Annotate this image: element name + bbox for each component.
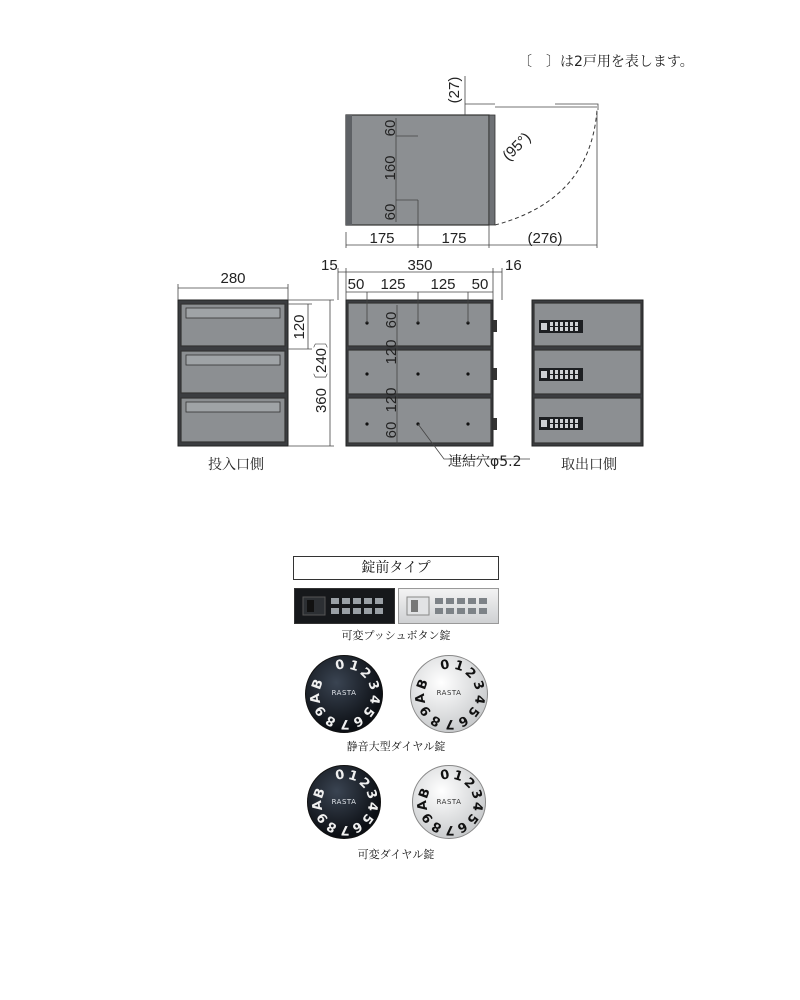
dial-character: B (310, 786, 329, 801)
back-caption: 取出口側 (561, 457, 617, 473)
back-lock-key (570, 419, 573, 423)
push-key (375, 598, 383, 604)
dial-character: B (413, 677, 432, 692)
dial-character: 6 (455, 711, 471, 730)
hole (365, 422, 368, 425)
push-key (342, 608, 350, 614)
push-button-lock-silver-graphic (399, 589, 498, 623)
dial-character: 7 (444, 715, 455, 732)
front-unit-1 (348, 303, 491, 346)
front-hinge-3 (493, 418, 497, 430)
dial-character: 1 (451, 768, 465, 786)
hole (416, 372, 419, 375)
dial-character: A (310, 799, 327, 812)
push-lock-handle (411, 600, 418, 612)
back-lock-latch (541, 323, 547, 330)
dial-character: 3 (362, 787, 380, 801)
back-lock-key (560, 424, 563, 428)
back-lock-key (575, 419, 578, 423)
push-button-lock-black (294, 588, 395, 624)
dial-character: 6 (349, 817, 365, 836)
front-unit-2 (348, 350, 491, 394)
back-lock-key (550, 322, 553, 326)
dial-character: 7 (339, 821, 350, 838)
back-lock-latch (541, 420, 547, 427)
dial-character: 0 (334, 657, 346, 675)
push-key (479, 608, 487, 614)
top-dim-276: (276) (527, 230, 563, 247)
front-dim-15: 15 (321, 257, 338, 274)
dial-character: 2 (461, 665, 479, 683)
front-dim-60b: 60 (383, 421, 400, 439)
back-lock-key (560, 322, 563, 326)
side-slot-3 (186, 402, 280, 412)
back-lock-latch (541, 371, 547, 378)
dial-brand: RASTA (436, 689, 462, 698)
dial-character: 3 (469, 678, 487, 693)
side-slot-1 (186, 308, 280, 318)
dial-character: B (308, 677, 327, 692)
dial-character: 6 (350, 711, 366, 730)
push-key (353, 598, 361, 604)
dial-character: 7 (339, 715, 350, 732)
dial-silver (412, 765, 486, 839)
back-lock-key (565, 322, 568, 326)
dial-character: 5 (463, 810, 481, 827)
note-text: 〔 〕は2戸用を表します。 (518, 54, 694, 70)
back-lock-key (550, 419, 553, 423)
dial-character: 8 (324, 817, 340, 836)
top-view-hinge (489, 115, 495, 225)
hole-label: 連結穴φ5.2 (448, 454, 522, 470)
back-lock-key (565, 370, 568, 374)
side-dim-280: 280 (220, 270, 246, 287)
top-dim-60a: 60 (382, 119, 399, 137)
back-lock-key (575, 322, 578, 326)
dial-character: A (413, 692, 430, 705)
front-hinge-1 (493, 320, 497, 332)
dial-character: 9 (419, 809, 437, 826)
dial-character: 4 (363, 801, 380, 813)
push-button-caption: 可変プッシュボタン錠 (341, 629, 451, 642)
back-lock-key (565, 327, 568, 331)
front-dim-60a: 60 (383, 311, 400, 329)
back-lock-key (575, 370, 578, 374)
back-view (532, 300, 643, 473)
dial-character: A (415, 799, 432, 812)
dial-black (307, 765, 381, 839)
side-view (178, 270, 334, 473)
back-lock-key (555, 370, 558, 374)
dial-brand: RASTA (436, 797, 462, 806)
dial-character: 9 (312, 702, 330, 719)
dial-brand: RASTA (331, 797, 357, 806)
push-key (435, 608, 443, 614)
front-dim-50a: 50 (347, 276, 365, 293)
dial-character: 3 (364, 678, 382, 693)
dial-character: 5 (464, 703, 483, 720)
side-dim-120: 120 (291, 314, 308, 340)
push-key (364, 608, 372, 614)
dial-character: 1 (347, 658, 361, 676)
dial-character: 0 (334, 767, 347, 785)
top-view (346, 76, 598, 248)
dial-character: 2 (355, 774, 373, 792)
push-key (375, 608, 383, 614)
top-dim-175b: 175 (441, 230, 467, 247)
dial-character: 8 (429, 817, 445, 836)
push-key (479, 598, 487, 604)
front-dim-50b: 50 (471, 276, 489, 293)
dial-character: 0 (439, 657, 451, 675)
back-lock-key (550, 370, 553, 374)
dial-character: 8 (428, 711, 444, 729)
push-key (457, 598, 465, 604)
back-lock-key (560, 375, 563, 379)
push-key (446, 608, 454, 614)
back-lock-key (555, 322, 558, 326)
back-lock-key (555, 375, 558, 379)
front-dim-120a: 120 (383, 339, 400, 365)
top-angle: (95°) (499, 129, 535, 165)
top-dim-160: 160 (382, 155, 399, 181)
push-key (342, 598, 350, 604)
back-lock-key (550, 327, 553, 331)
front-view (321, 257, 530, 470)
back-lock-key (570, 375, 573, 379)
push-key (435, 598, 443, 604)
dial-character: B (415, 786, 434, 801)
front-unit-3 (348, 398, 491, 443)
push-key (468, 598, 476, 604)
dial-character: 7 (444, 821, 455, 838)
dial-character: 9 (314, 809, 332, 826)
push-key (457, 608, 465, 614)
front-dim-125a: 125 (380, 276, 406, 293)
back-lock-key (560, 327, 563, 331)
large-dial-black (305, 655, 383, 733)
dial-caption: 可変ダイヤル錠 (357, 848, 435, 861)
push-key (331, 608, 339, 614)
legend-title: 錠前タイプ (293, 556, 499, 580)
large-dial-caption: 静音大型ダイヤル錠 (346, 740, 446, 753)
dial-character: 3 (467, 787, 485, 801)
back-lock-key (550, 375, 553, 379)
back-lock-key (570, 322, 573, 326)
dial-character: 1 (346, 768, 360, 786)
dial-character: 4 (468, 801, 485, 813)
dial-character: 8 (323, 711, 339, 729)
push-key (468, 608, 476, 614)
push-key (353, 608, 361, 614)
push-key (331, 598, 339, 604)
hole (365, 372, 368, 375)
front-dim-16: 16 (505, 257, 522, 274)
back-lock-key (575, 327, 578, 331)
side-dim-360: 360〔240〕 (313, 332, 330, 414)
back-lock-key (560, 370, 563, 374)
front-dim-125b: 125 (430, 276, 456, 293)
dial-character: 2 (460, 774, 478, 792)
dial-brand: RASTA (331, 689, 357, 698)
dial-character: 5 (358, 810, 376, 827)
dial-character: 2 (356, 665, 374, 683)
top-dim-60b: 60 (382, 203, 399, 221)
dial-character: 4 (470, 693, 487, 705)
side-slot-2 (186, 355, 280, 365)
push-key (446, 598, 454, 604)
back-lock-key (565, 375, 568, 379)
hole (466, 422, 469, 425)
push-button-lock-silver (398, 588, 499, 624)
back-lock-key (575, 424, 578, 428)
dial-character: 1 (452, 658, 466, 676)
push-lock-handle (307, 600, 314, 612)
dial-character: 4 (365, 693, 382, 705)
top-dim-27: (27) (446, 76, 463, 104)
side-caption: 投入口側 (208, 457, 264, 473)
back-lock-key (575, 375, 578, 379)
dial-character: 9 (417, 702, 435, 719)
dial-character: A (308, 692, 325, 705)
dial-character: 6 (454, 817, 470, 836)
back-lock-key (560, 419, 563, 423)
large-dial-silver (410, 655, 488, 733)
push-key (364, 598, 372, 604)
front-hinge-2 (493, 368, 497, 380)
back-lock-key (555, 327, 558, 331)
back-lock-key (565, 424, 568, 428)
back-lock-key (555, 419, 558, 423)
back-lock-key (570, 327, 573, 331)
push-button-lock-black-graphic (295, 589, 394, 623)
dial-character: 5 (359, 703, 378, 720)
front-dim-350: 350 (407, 257, 433, 274)
top-dim-175a: 175 (369, 230, 395, 247)
hole (466, 372, 469, 375)
dial-character: 0 (439, 767, 452, 785)
front-dim-120b: 120 (383, 387, 400, 413)
back-lock-key (570, 370, 573, 374)
door-swing-arc (495, 110, 597, 225)
top-view-body (346, 115, 489, 225)
top-view-edge (346, 115, 352, 225)
back-lock-key (550, 424, 553, 428)
back-lock-key (555, 424, 558, 428)
back-lock-key (565, 419, 568, 423)
back-lock-key (570, 424, 573, 428)
